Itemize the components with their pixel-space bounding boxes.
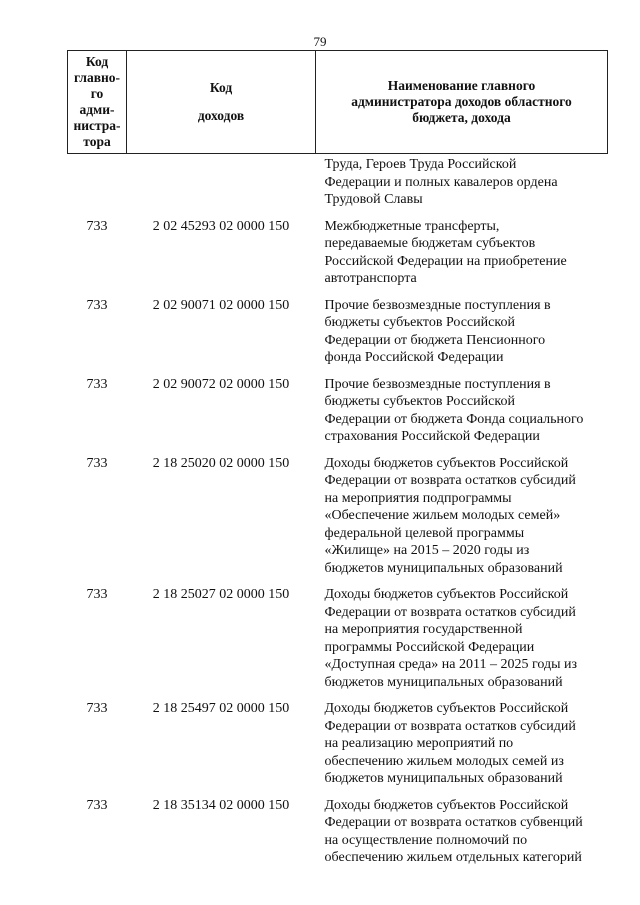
- revenue-code-cell: 2 02 90072 02 0000 150: [152, 376, 290, 392]
- table-row: [68, 154, 608, 218]
- table-header-row: [68, 51, 608, 154]
- name-line: на осуществление полномочий по: [324, 832, 528, 848]
- name-line: Доходы бюджетов субъектов Российской: [324, 587, 569, 602]
- table-row: [68, 797, 608, 876]
- revenue-name-cell: [316, 297, 608, 376]
- revenue-table: [67, 50, 608, 876]
- revenue-name-cell: [316, 797, 608, 876]
- revenue-name-cell: [316, 376, 608, 455]
- name-line: бюджеты субъектов Российской: [324, 315, 515, 330]
- revenue-name-cell: [316, 586, 608, 700]
- admin-code-cell: 733: [86, 587, 108, 602]
- name-line: Федерации и полных кавалеров ордена: [324, 174, 558, 190]
- name-line: Федерации от возврата остатков субвенций: [324, 815, 583, 830]
- admin-code-cell: 733: [86, 701, 108, 716]
- name-line: бюджетов муниципальных образований: [324, 771, 563, 786]
- name-line: Прочие безвозмездные поступления в: [324, 297, 551, 313]
- revenue-code-cell: 2 02 90071 02 0000 150: [152, 297, 290, 313]
- name-line: автотранспорта: [324, 271, 417, 286]
- name-line: бюджетов муниципальных образований: [324, 560, 563, 576]
- header-name: Наименование главного администратора доходов областного бюджета, дохода: [316, 51, 608, 154]
- name-line: Прочие безвозмездные поступления в: [324, 376, 551, 392]
- name-line: Федерации от возврата остатков субсидий: [324, 473, 576, 488]
- name-line: на мероприятия государственной: [324, 622, 523, 637]
- revenue-code-cell: 2 18 25497 02 0000 150: [152, 701, 290, 716]
- revenue-code-cell: 2 18 35134 02 0000 150: [152, 797, 290, 813]
- name-line: бюджетов муниципальных образований: [324, 674, 563, 690]
- header-admin-code: Код главно- го адми- нистра- тора: [68, 51, 127, 154]
- name-line: Федерации от возврата остатков субсидий: [324, 718, 576, 734]
- table-row: [68, 700, 608, 797]
- revenue-code-cell: [127, 154, 316, 218]
- revenue-code-cell: 2 18 25020 02 0000 150: [152, 455, 290, 471]
- revenue-name-cell: [316, 700, 608, 797]
- admin-code-cell: 733: [86, 218, 108, 234]
- name-line: Федерации от возврата остатков субсидий: [324, 604, 576, 620]
- header-revenue-code: Код доходов: [127, 51, 316, 154]
- name-line: Российской Федерации на приобретение: [324, 253, 567, 269]
- admin-code-cell: [68, 154, 127, 218]
- name-line: «Обеспечение жильем молодых семей»: [324, 508, 561, 523]
- name-line: страхования Российской Федерации: [324, 429, 540, 444]
- table-row: [68, 455, 608, 587]
- revenue-name-cell: [316, 455, 608, 587]
- name-line: передаваемые бюджетам субъектов: [324, 236, 536, 251]
- revenue-name-cell: [316, 154, 608, 218]
- name-line: Федерации от бюджета Пенсионного: [324, 332, 546, 348]
- name-line: обеспечению жильем отдельных категорий: [324, 850, 582, 865]
- name-line: Труда, Героев Труда Российской: [324, 157, 517, 172]
- revenue-name-cell: [316, 218, 608, 297]
- name-line: на реализацию мероприятий по: [324, 736, 514, 751]
- table-row: [68, 376, 608, 455]
- name-line: обеспечению жильем молодых семей из: [324, 753, 564, 769]
- page-number: 79: [313, 34, 327, 49]
- revenue-code-cell: 2 18 25027 02 0000 150: [152, 587, 290, 602]
- name-line: на мероприятия подпрограммы: [324, 490, 512, 506]
- admin-code-cell: 733: [86, 297, 108, 313]
- admin-code-cell: 733: [86, 376, 108, 392]
- name-line: Федерации от бюджета Фонда социального: [324, 411, 584, 427]
- name-line: Доходы бюджетов субъектов Российской: [324, 455, 569, 471]
- table-row: [68, 297, 608, 376]
- name-line: федеральной целевой программы: [324, 525, 525, 541]
- name-line: бюджеты субъектов Российской: [324, 394, 515, 409]
- table-row: [68, 218, 608, 297]
- table-row: [68, 586, 608, 700]
- admin-code-cell: 733: [86, 797, 108, 813]
- name-line: Межбюджетные трансферты,: [324, 218, 500, 234]
- name-line: программы Российской Федерации: [324, 639, 535, 655]
- name-line: фонда Российской Федерации: [324, 350, 504, 365]
- name-line: «Жилище» на 2015 – 2020 годы из: [324, 543, 530, 558]
- name-line: Трудовой Славы: [324, 192, 423, 207]
- admin-code-cell: 733: [86, 455, 108, 471]
- name-line: Доходы бюджетов субъектов Российской: [324, 701, 569, 716]
- name-line: Доходы бюджетов субъектов Российской: [324, 797, 569, 813]
- revenue-code-cell: 2 02 45293 02 0000 150: [152, 218, 290, 234]
- name-line: «Доступная среда» на 2011 – 2025 годы из: [324, 657, 577, 672]
